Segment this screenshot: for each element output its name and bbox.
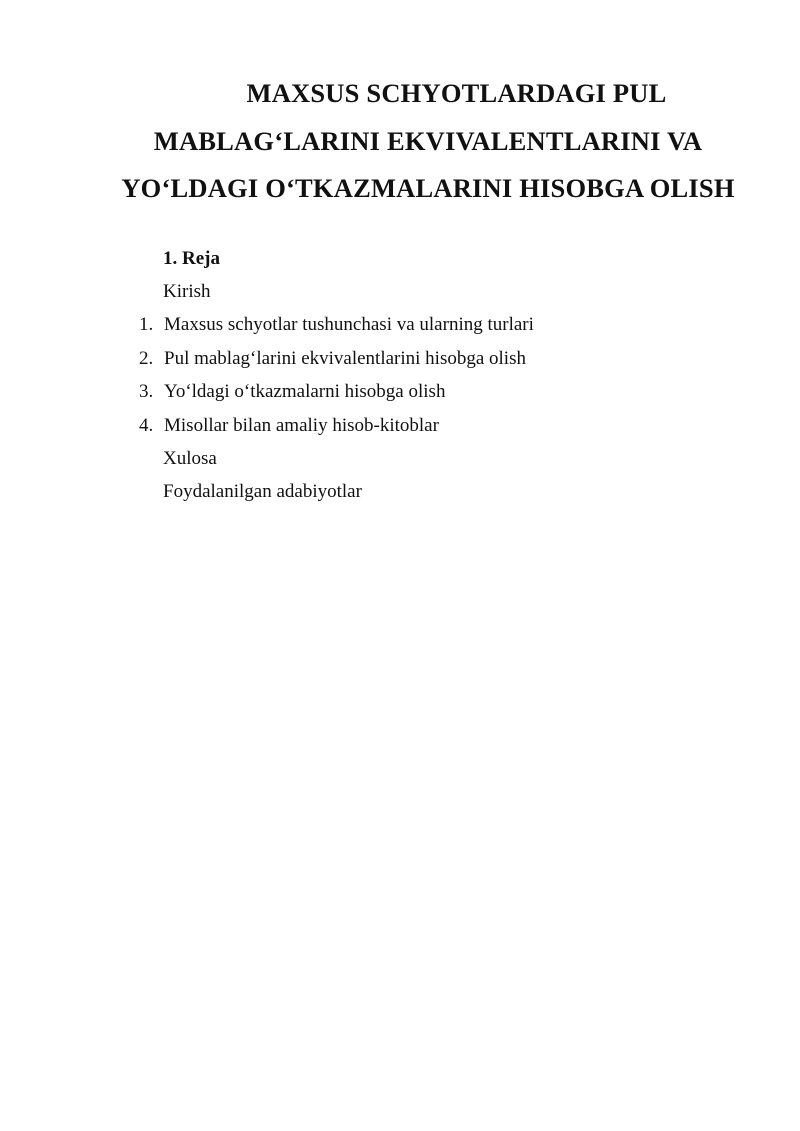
- document-title: [113, 0, 743, 213]
- list-item-number: 2.: [139, 347, 154, 369]
- document-body: [113, 242, 743, 509]
- list-item-number: 1.: [139, 314, 154, 336]
- plan-list: [113, 308, 743, 442]
- plan-heading: 1. Reja: [163, 247, 220, 269]
- title-line-1: MAXSUS SCHYOTLARDAGI PUL: [246, 78, 667, 108]
- list-item: [113, 342, 743, 375]
- list-item: [113, 375, 743, 408]
- list-item-text: Pul mablag‘larini ekvivalentlarini hisobga olish: [164, 347, 526, 369]
- title-line-3: YO‘LDAGI O‘TKAZMALARINI HISOBGA OLISH: [121, 173, 735, 203]
- list-item-number: 4.: [139, 414, 154, 436]
- plan-outro-xulosa: Xulosa: [163, 447, 217, 469]
- plan-intro-kirish: Kirish: [163, 280, 211, 302]
- title-line-2: MABLAG‘LARINI EKVIVALENTLARINI VA: [153, 125, 703, 156]
- list-item: [113, 308, 743, 341]
- list-item-text: Maxsus schyotlar tushunchasi va ularning turlari: [164, 314, 534, 336]
- list-item: [113, 409, 743, 442]
- list-item-number: 3.: [139, 381, 154, 403]
- list-item-text: Misollar bilan amaliy hisob-kitoblar: [164, 414, 439, 436]
- list-item-text: Yo‘ldagi o‘tkazmalarni hisobga olish: [164, 381, 446, 403]
- plan-outro-adabiyotlar: Foydalanilgan adabiyotlar: [163, 481, 362, 503]
